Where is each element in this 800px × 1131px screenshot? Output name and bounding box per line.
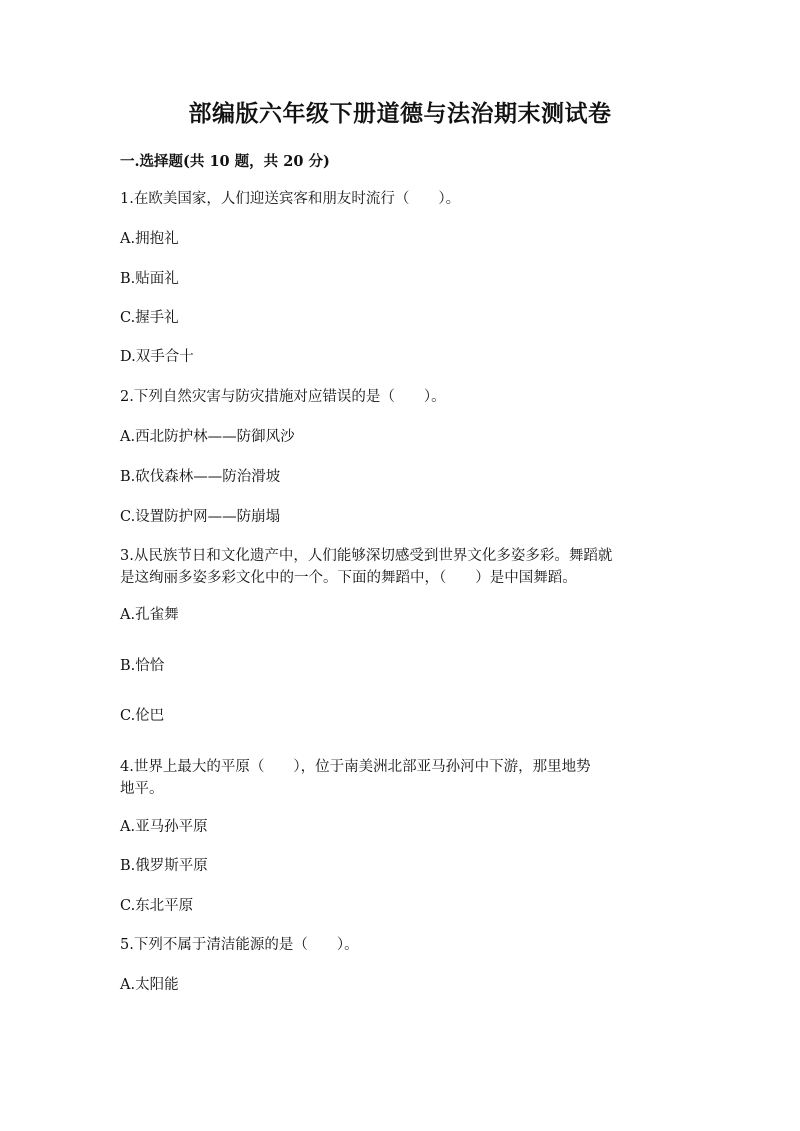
question-1-stem: 1.在欧美国家，人们迎送宾客和朋友时流行（ ）。 <box>120 191 461 207</box>
question-4-option-c: C.东北平原 <box>120 898 194 914</box>
question-1-option-b: B.贴面礼 <box>120 271 179 287</box>
question-3-option-b: B.恰恰 <box>120 658 165 674</box>
question-2-option-b: B.砍伐森林——防治滑坡 <box>120 469 281 485</box>
question-4-option-a: A.亚马孙平原 <box>120 819 208 835</box>
question-1-option-d: D.双手合十 <box>120 349 194 365</box>
question-3-option-c: C.伦巴 <box>120 708 165 724</box>
question-3-option-a: A.孔雀舞 <box>120 607 179 623</box>
question-2-option-c: C.设置防护网——防崩塌 <box>120 509 281 525</box>
page-title: 部编版六年级下册道德与法治期末测试卷 <box>188 100 612 127</box>
question-1-option-a: A.拥抱礼 <box>120 231 179 247</box>
question-5-option-a: A.太阳能 <box>120 977 179 993</box>
section-heading: 一.选择题(共 10 题，共 20 分) <box>120 153 330 170</box>
question-5-stem: 5.下列不属于清洁能源的是（ ）。 <box>120 937 359 953</box>
question-1-option-c: C.握手礼 <box>120 310 179 326</box>
question-4-stem-line-1: 4.世界上最大的平原（ ），位于南美洲北部亚马孙河中下游，那里地势 <box>120 759 591 775</box>
question-3-stem-line-1: 3.从民族节日和文化遗产中，人们能够深切感受到世界文化多姿多彩。舞蹈就 <box>120 548 613 564</box>
question-4-stem-line-2: 地平。 <box>120 781 164 797</box>
question-4-option-b: B.俄罗斯平原 <box>120 858 208 874</box>
question-2-stem: 2.下列自然灾害与防灾措施对应错误的是（ ）。 <box>120 389 446 405</box>
question-2-option-a: A.西北防护林——防御风沙 <box>120 429 295 445</box>
question-3-stem-line-2: 是这绚丽多姿多彩文化中的一个。下面的舞蹈中，（ ）是中国舞蹈。 <box>120 570 577 586</box>
